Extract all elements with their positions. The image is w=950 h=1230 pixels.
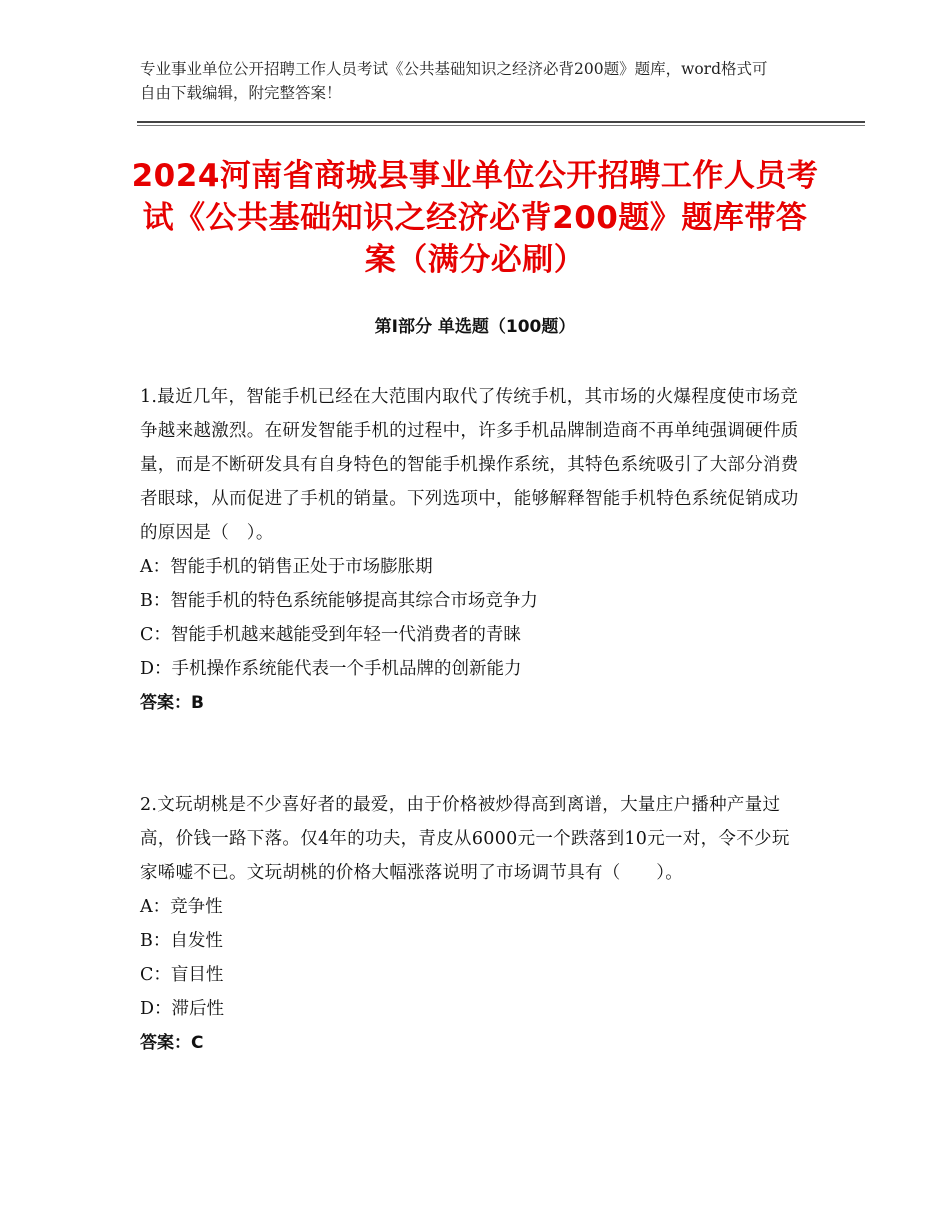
option-d: D：滞后性 [140, 999, 225, 1019]
header-divider-thin [137, 125, 865, 126]
question-stem: 1.最近几年，智能手机已经在大范围内取代了传统手机，其市场的火爆程度使市场竞争越来越激烈。在研发智能手机的过程中，许多手机品牌制造商不再单纯强调硬件质量，而是不断研发具有自身特色的智能手机操作系统，其特色系统吸引了大部分消费者眼球，从而促进了手机的销量。下列选项中，能够解释智能手机特色系统促销成功的原因是（ ）。 [140, 387, 799, 543]
option-d: D：手机操作系统能代表一个手机品牌的创新能力 [140, 659, 522, 679]
section-title: 第Ⅰ部分 单选题（100题） [374, 317, 576, 337]
option-c: C：智能手机越来越能受到年轻一代消费者的青睐 [140, 625, 521, 645]
header-note: 专业事业单位公开招聘工作人员考试《公共基础知识之经济必背200题》题库，word格式可自由下载编辑，附完整答案！ [140, 60, 768, 102]
question-2 [140, 788, 805, 1060]
option-a: A：竞争性 [140, 897, 223, 917]
question-1 [140, 380, 805, 720]
option-c: C：盲目性 [140, 965, 224, 985]
question-stem: 2.文玩胡桃是不少喜好者的最爱，由于价格被炒得高到离谱，大量庄户播种产量过高，价钱一路下落。仅4年的功夫，青皮从6000元一个跌落到10元一对，令不少玩家唏嘘不已。文玩胡桃的价格大幅涨落说明了市场调节具有（ ）。 [140, 795, 790, 883]
answer-label: 答案：C [140, 1033, 204, 1053]
header-divider-thick [137, 121, 865, 123]
option-b: B：自发性 [140, 931, 223, 951]
option-b: B：智能手机的特色系统能够提高其综合市场竞争力 [140, 591, 538, 611]
document-title: 2024河南省商城县事业单位公开招聘工作人员考试《公共基础知识之经济必背200题》题库带答案（满分必刷） [131, 158, 819, 278]
option-a: A：智能手机的销售正处于市场膨胀期 [140, 557, 433, 577]
answer-label: 答案：B [140, 693, 204, 713]
